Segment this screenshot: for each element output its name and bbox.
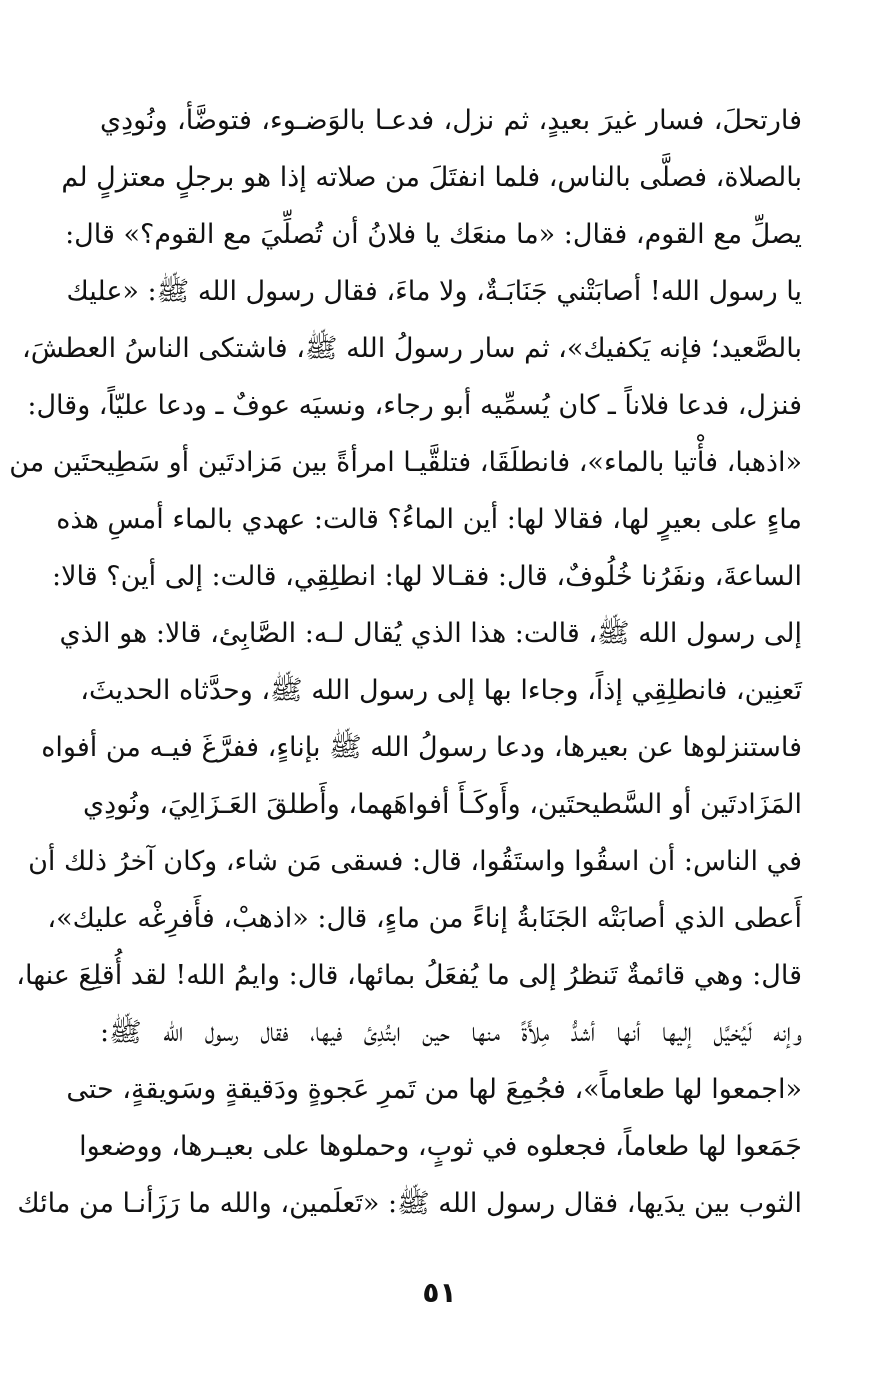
- text-line: جَمَعوا لها طعاماً، فجعلوه في ثوبٍ، وحملوها على بعيـرها، ووضعوا: [79, 1131, 802, 1162]
- text-line: فاستنزلوها عن بعيرها، ودعا رسولُ الله ﷺ بإناءٍ، ففرَّغَ فيـه من أفواه: [41, 732, 802, 763]
- text-line: فارتحلَ، فسار غيرَ بعيدٍ، ثم نزل، فدعـا بالوَضـوء، فتوضَّأ، ونُودِي: [100, 105, 802, 136]
- text-line: فنزل، فدعا فلاناً ـ كان يُسمِّيه أبو رجاء، ونسيَه عوفٌ ـ ودعا عليّاً، وقال:: [27, 390, 802, 421]
- text-line: وإنه لَيُخيَّل إليها أنها أشدُّ مِلأَةً منها حين ابتُدِئ فيها، فقال رسول الله ﷺ:: [100, 1017, 802, 1048]
- page-number: ٥١: [422, 1276, 457, 1309]
- text-line: في الناس: أن اسقُوا واستَقُوا، قال: فسقى مَن شاء، وكان آخرُ ذلك أن: [28, 846, 802, 877]
- text-line: بالصلاة، فصلَّى بالناس، فلما انفتَلَ من صلاته إذا هو برجلٍ معتزلٍ لم: [61, 162, 802, 193]
- text-line: تَعنِين، فانطلِقِي إذاً، وجاءا بها إلى رسول الله ﷺ، وحدَّثاه الحديثَ،: [80, 675, 802, 706]
- text-line: «اجمعوا لها طعاماً»، فجُمِعَ لها من تَمرِ عَجوةٍ ودَقيقةٍ وسَويقةٍ، حتى: [66, 1074, 802, 1105]
- text-line: يصلِّ مع القوم، فقال: «ما منعَك يا فلانُ أن تُصلِّيَ مع القوم؟» قال:: [65, 219, 802, 250]
- text-line: يا رسول الله! أصابَتْني جَنَابَـةٌ، ولا ماءَ، فقال رسول الله ﷺ: «عليك: [66, 276, 802, 307]
- text-line: إلى رسول الله ﷺ، قالت: هذا الذي يُقال لـه: الصَّابِئ، قالا: هو الذي: [59, 618, 802, 649]
- text-line: ماءٍ على بعيرٍ لها، فقالا لها: أين الماءُ؟ قالت: عهدي بالماء أمسِ هذه: [56, 504, 802, 535]
- text-line: بالصَّعيد؛ فإنه يَكفيك»، ثم سار رسولُ الله ﷺ، فاشتكى الناسُ العطشَ،: [22, 333, 802, 364]
- text-line: الثوب بين يدَيها، فقال رسول الله ﷺ: «تَعلَمين، والله ما رَزَأنـا من مائك: [17, 1188, 802, 1219]
- text-line: المَزَادتَين أو السَّطيحتَين، وأَوكَـأَ أفواهَهما، وأَطلقَ العَـزَالِيَ، ونُودِي: [82, 789, 802, 820]
- text-line: الساعةَ، ونفَرُنا خُلُوفٌ، قال: فقـالا لها: انطلِقِي، قالت: إلى أين؟ قالا:: [52, 561, 802, 592]
- text-line: قال: وهي قائمةٌ تَنظرُ إلى ما يُفعَلُ بمائها، قال: وايمُ الله! لقد أُقلِعَ عنها،: [16, 960, 802, 991]
- text-line: أَعطى الذي أصابَتْه الجَنَابةُ إناءً من ماءٍ، قال: «اذهبْ، فأَفرِغْه عليك»،: [47, 903, 802, 934]
- body-text: [9, 92, 802, 1232]
- text-line: «اذهبا، فأْتيا بالماء»، فانطلَقَا، فتلقَّيـا امرأةً بين مَزادتَين أو سَطِيحتَين من: [9, 447, 802, 478]
